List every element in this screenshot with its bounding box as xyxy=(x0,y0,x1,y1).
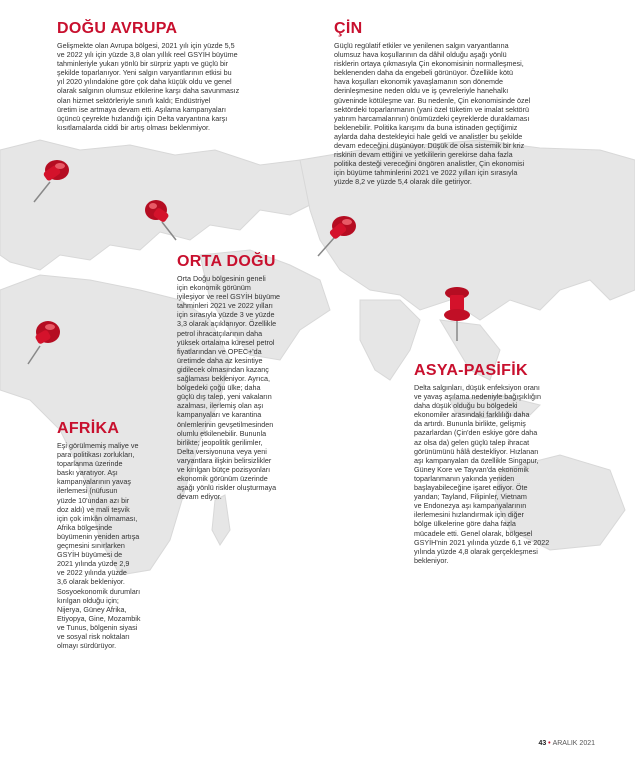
pushpin-icon xyxy=(24,152,74,208)
section-orta-dogu xyxy=(177,253,317,501)
issue-date: ARALIK 2021 xyxy=(552,740,595,747)
section-body: Eşi görülmemiş maliye ve para politikası zorlukları, toparlanma üzerinde baskı yaratıyor. Aşı kampanyalarının yavaş ilerlemesi (nüfusun yüzde 10'undan azı bir doz aldı) ve mali teşvik için çok imkân olmaması, Afrika bölgesinde büyümenin yeniden artışa geçmesini sınırlarken GSYİH büyümesi de 2021 yılında yüzde 2,9 ve 2022 yılında yüzde 3,6 olarak bekleniyor. Sosyoekonomik durumları kırılgan olduğu için; Nijerya, Güney Afrika, Etiyopya, Gine, Mozambik ve Tunus, bölgenin siyasi ve sosyal risk noktaları olmayı sürdürüyor. xyxy=(57,441,141,651)
pushpin-icon xyxy=(20,316,64,368)
pushpin-icon xyxy=(440,285,474,345)
section-title: DOĞU AVRUPA xyxy=(57,20,178,37)
pushpin-icon xyxy=(140,196,186,246)
section-afrika xyxy=(57,420,172,650)
section-body: Güçlü regülatif etkiler ve yenilenen salgın varyantlarına olumsuz hava koşullarının da dâhil olduğu aşağı yönlü risklerin ortaya çıkmasıyla Çin ekonomisinin normalleşmesi, beklenenden daha da engebeli görünüyor. Özellikle kötü hava koşulları ekonomik yavaşlamanın son dönemde derinleşmesine neden oldu ve iş çevreleriyle hanehalkı güveninde kötüleşme var. Bu nedenle, Çin ekonomisinde özel sektördeki toparlanmanın (yani özel tüketim ve imalat sektörü yatırım harcamalarının) önümüzdeki çeyreklerde duraklaması beklenebilir. Politika karışımı da buna istinaden geçtiğimiz aylarda daha destekleyici hale geldi ve analistler bu şekilde devam edeceğini düşünüyor. Düşük de olsa sistemik bir kriz riskinin devam ettiğini ve yetkililerin gerekirse daha fazla politika desteği vereceğini öngören analistler, Çin ekonomisi için büyüme tahminlerini 2021 ve 2022 yılları için sırasıyla yüzde 8,2 ve yüzde 5,4 olarak dile getiriyor. xyxy=(334,41,531,187)
section-dogu-avrupa xyxy=(57,20,297,132)
section-title: AFRİKA xyxy=(57,420,120,437)
section-body: Gelişmekte olan Avrupa bölgesi, 2021 yılı için yüzde 5,5 ve 2022 yılı için yüzde 3,8 olan yıllık reel GSYİH büyüme tahminleriyle yukarı yönlü bir sürpriz yaptı ve güçlü bir şekilde toparlanıyor. Yeni salgın varyantlarının etkisi bu yıl 2020 yılındakine göre çok daha küçük oldu ve genel olarak salgının olumsuz etkilerine karşı daha savunmasız olan hizmet sektörleriyle sınırlı kaldı; Endüstriyel üretim ise artmaya devam etti. Aşılama kampanyaları üçüncü çeyrekte hızlandığı için Delta varyantına karşı kısıtlamalarda ciddi bir artış olması beklenmiyor. xyxy=(57,41,240,132)
section-title: ASYA-PASİFİK xyxy=(414,362,528,379)
section-title: ÇİN xyxy=(334,20,363,37)
section-cin xyxy=(334,20,594,187)
page-footer xyxy=(538,740,595,747)
india-landmass xyxy=(360,300,420,380)
section-body: Orta Doğu bölgesinin geneli için ekonomik görünüm iyileşiyor ve reel GSYİH büyüme tahminleri 2021 ve 2022 yılları için sırasıyla yüzde 3 ve yüzde 3,3 olarak açıklanıyor. Özellikle petrol ihracatçılarının daha yüksek ortalama küresel petrol fiyatlarından ve OPEC+'da üretimde daha az kesintiye gidilecek olmasından kazanç sağlaması bekleniyor. Ayrıca, bölgedeki çoğu ülke; daha güçlü dış talep, yeni vakaların azalması, ilerlemiş olan aşı kampanyaları ve karantina önlemlerinin gevşetilmesinden olumlu etkilenebilir. Bununla birlikte; jeopolitik gerilimler, Delta versiyonuna veya yeni varyantlara ilişkin belirsizlikler ve kırılgan bütçe pozisyonları ekonomik görünüm üzerinde aşağı yönlü riskler oluşturmaya devam ediyor. xyxy=(177,274,281,502)
madagascar-landmass xyxy=(212,495,230,545)
pushpin-icon xyxy=(312,212,360,262)
separator-dot-icon: • xyxy=(546,740,553,747)
section-body: Delta salgınları, düşük enfeksiyon oranı ve yavaş aşılama nedeniyle bağışıklığın daha düşük olduğu bu bölgedeki ekonomiler arasındaki farklılığı daha da artırdı. Bununla birlikte, gelişmiş pazarlardan (Çin'den eskiye göre daha az olsa da) gelen güçlü talep ihracat görünümünü hâlâ destekliyor. Hızlanan aşı kampanyaları da özellikle Singapur, Güney Kore ve Tayvan'da ekonomik toparlanmanın yakında yeniden başlayabileceğine işaret ediyor. Öte yandan; Tayland, Filipinler, Vietnam ve Endonezya aşı kampanyalarının ilerlemesini hızlandırmak için diğer bölge ülkelerine göre daha fazla mücadele etti. Genel olarak, bölgesel GSYİH'nin 2021 yılında yüzde 6,1 ve 2022 yılında yüzde 4,8 olarak gerçekleşmesi bekleniyor. xyxy=(414,383,550,565)
section-asya-pasifik xyxy=(414,362,584,565)
section-title: ORTA DOĞU xyxy=(177,253,276,270)
page-number: 43 xyxy=(538,740,547,747)
